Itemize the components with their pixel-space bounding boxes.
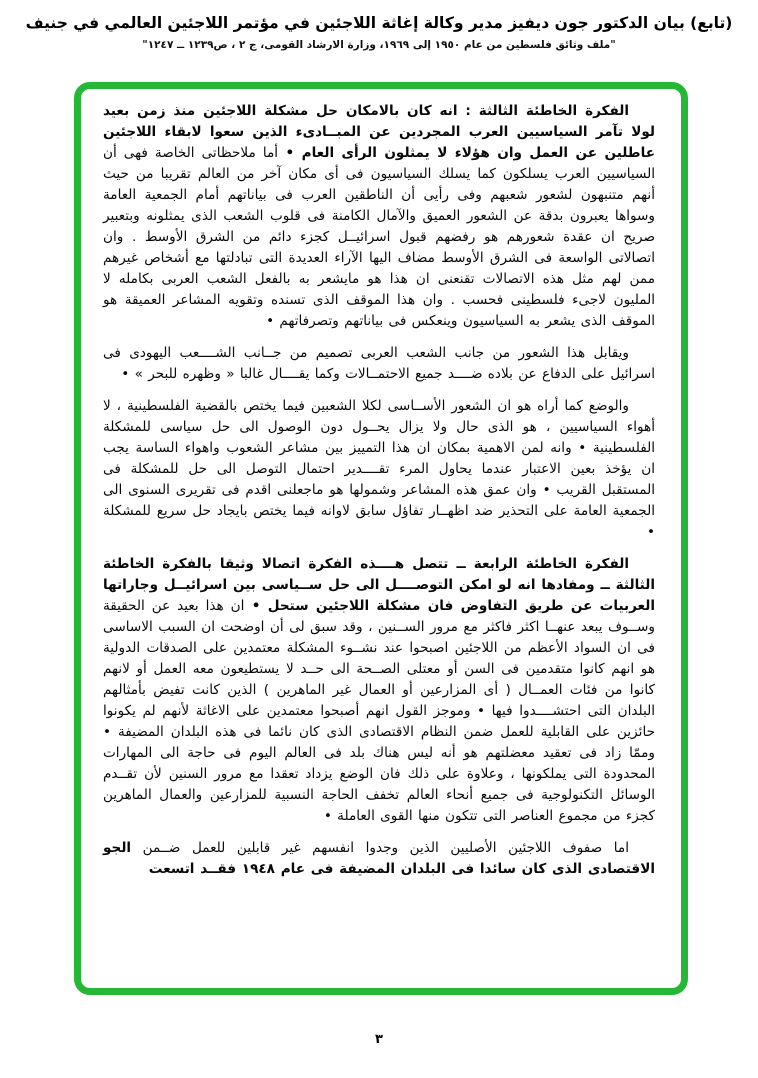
bold-text-segment: الفكرة الخاطئة الثالثة : انه كان بالامكان حل مشكلة اللاجئين منذ زمن بعيد لولا تآمر السياسيين العرب المجردين عن المبــادىء الذين سعوا لابقاء اللاجئين عاطلين عن العمل وان هؤلاء لا يمثلون الرأى العام • <box>103 103 655 161</box>
text-segment: أما ملاحظاتى الخاصة فهى أن السياسيين العرب يسلكون كما يسلك السياسيون فى أى مكان آخر من العالم تقريبا من حيث أنهم متنبهون لشعور شعبهم وفى رأيى أن الناطقين العرب فى بياناتهم أمام الجمعية العامة وسواها يعبرون بدقة عن الشعور العميق والآمال الكامنة فى قلوب الشعب الذى يمثلونه وبتعبير صريح ان عقدة شعورهم هو رفضهم قبول اسرائيــل كجزء دائم من الشرق الأوسط . وان اتصالاتى الواسعة فى الشرق الأوسط مضاف اليها الآراء العديدة التى تبادلتها مع أشخاص غيرهم ممن لهم مثل هذه الاتصالات تقنعنى ان هذا هو مايشعر به بالفعل الشعب العربى بكامله لا المليون لاجىء فلسطينى فحسب . وان هذا الموقف الذى تسنده وتقويه المشاعر العميقة هو الموقف الذى يشعر به السياسيون وينعكس فى بياناتهم وتصرفاتهم • <box>103 145 655 329</box>
document-title: (تابع) بيان الدكتور جون ديفيز مدير وكالة إغاثة اللاجئين في مؤتمر اللاجئين العالمي في جنيف <box>25 14 733 32</box>
text-segment: ان هذا بعيد عن الحقيقة وســوف يبعد عنهــا اكثر فاكثر مع مرور الســنين ، وقد سبق لى أن اوضحت ان السبب الاساسى فى ان السواد الأعظم من اللاجئين اصبحوا عند نشــوء المشكلة معتمدين على الصدقات الدولية هو انهم كانوا متقدمين فى السن أو معتلى الصــحة الى حــد لا يستطيعون معه العمل أو لانهم كانوا من فئات العمــال ( أى المزارعين أو العمال غير الماهرين ) الذين كانت تفيض بأمثالهم البلدان التى احتشــــدوا فيها • وموجز القول انهم أصبحوا معتمدين على الاغاثة لأنهم لم يكونوا حائزين على القابلية للعمل ضمن النظام الاقتصادى الذى كان نائما فى هذه البلدان المضيفة • وممّا زاد فى تعقيد معضلتهم هو أنه ليس هناك بلد فى العالم اليوم فى حاجة الى المهارات المحدودة التى يملكونها ، وعلاوة على ذلك فان الوضع يزداد تعقدا مع مرور السنين لأن تقــدم الوسائل التكنولوجية فى جميع أنحاء العالم تخفف الحاجة النسبية للمزارعين والعمال الماهرين كجزء من مجموع العناصر التى تتكون منها القوى العاملة • <box>103 598 655 824</box>
bold-text-segment: الفكرة الخاطئة الرابعة ــ تتصل هــــذه الفكرة اتصالا وثيقا بالفكرة الخاطئة الثالثة ــ ومفادها انه لو امكن التوصــــل الى حل ســياسى بين اسرائيــل وجاراتها العربيات عن طريق التفاوض فان مشكلة اللاجئين ستحل • <box>103 556 655 614</box>
document-body <box>103 101 655 880</box>
content-box <box>74 82 688 995</box>
document-header <box>0 14 758 51</box>
paragraph <box>103 101 655 332</box>
paragraph <box>103 396 655 543</box>
paragraph <box>103 838 655 880</box>
text-segment: والوضع كما أراه هو ان الشعور الأســاسى لكلا الشعبين فيما يختص بالقضية الفلسطينية ، لا أهواء السياسيين ، هو الذى حال ولا يزال يحــول دون الوصول الى حل سياسى للمشكلة الفلسطينية • وانه لمن الاهمية بمكان ان هذا التمييز بين مشاعر الشعوب واهواء الساسة يجب ان يؤخذ بعين الاعتبار عندما يحاول المرء تقــــدير احتمال التوصل الى حل للمشكلة فى المستقبل القريب • وان عمق هذه المشاعر وشمولها هو ماجعلنى اقدم فى تقريرى السنوى الى الجمعية العامة على التحذير ضد اظهــار تفاؤل سابق لاوانه فيما يختص بايجاد حل سريع للمشكلة • <box>103 398 655 540</box>
text-segment: ويقابل هذا الشعور من جانب الشعب العربى تصميم من جــانب الشــــعب اليهودى فى اسرائيل على الدفاع عن بلاده ضــــد جميع الاحتمــالات وكما يقــــال غالبا « وظهره للبحر » • <box>103 345 655 382</box>
source-citation: "ملف وثائق فلسطين من عام ١٩٥٠ إلى ١٩٦٩، وزارة الارشاد القومى، ج ٢ ، ص١٢٣٩ ــ ١٢٤٧" <box>142 39 616 51</box>
paragraph <box>103 554 655 827</box>
paragraph <box>103 343 655 385</box>
text-segment: اما صفوف اللاجئين الأصليين الذين وجدوا انفسهم غير قابلين للعمل ضــمن <box>131 840 629 856</box>
bold-text-segment: الجو الاقتصادى الذى كان سائدا فى البلدان المضيفة فى عام ١٩٤٨ فقــد اتسعت <box>103 840 655 877</box>
page-number: ٣ <box>375 1032 383 1047</box>
